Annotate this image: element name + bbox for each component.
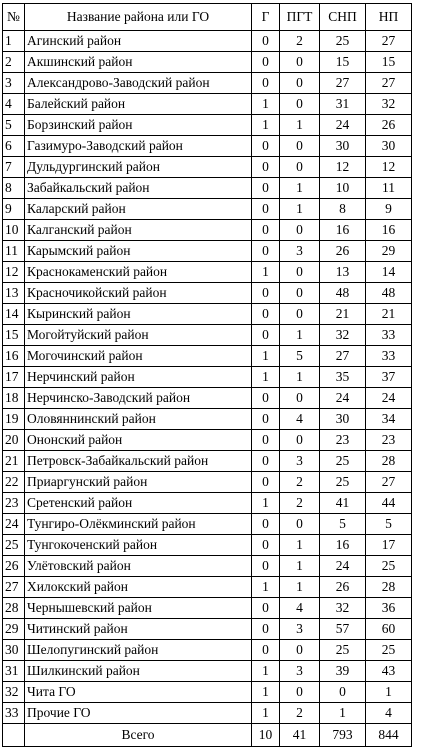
cell-g: 1 bbox=[252, 493, 280, 514]
cell-snp: 5 bbox=[320, 514, 366, 535]
table-row bbox=[3, 577, 412, 598]
table-row bbox=[3, 451, 412, 472]
cell-name: Сретенский район bbox=[25, 493, 252, 514]
cell-pgt: 0 bbox=[280, 283, 320, 304]
cell-pgt: 0 bbox=[280, 220, 320, 241]
cell-np: 33 bbox=[366, 346, 412, 367]
cell-g: 1 bbox=[252, 94, 280, 115]
total-label: Всего bbox=[25, 724, 252, 747]
cell-pgt: 0 bbox=[280, 682, 320, 703]
cell-name: Забайкальский район bbox=[25, 178, 252, 199]
table-row bbox=[3, 346, 412, 367]
cell-g: 0 bbox=[252, 388, 280, 409]
table-row bbox=[3, 178, 412, 199]
table-row bbox=[3, 430, 412, 451]
table-row bbox=[3, 304, 412, 325]
cell-snp: 25 bbox=[320, 472, 366, 493]
cell-pgt: 1 bbox=[280, 577, 320, 598]
cell-name: Хилокский район bbox=[25, 577, 252, 598]
table-row bbox=[3, 661, 412, 682]
cell-num: 29 bbox=[3, 619, 25, 640]
table-row bbox=[3, 493, 412, 514]
cell-np: 4 bbox=[366, 703, 412, 724]
cell-snp: 26 bbox=[320, 577, 366, 598]
cell-name: Нерчинский район bbox=[25, 367, 252, 388]
cell-snp: 8 bbox=[320, 199, 366, 220]
cell-pgt: 4 bbox=[280, 598, 320, 619]
cell-num: 13 bbox=[3, 283, 25, 304]
cell-np: 12 bbox=[366, 157, 412, 178]
table-row bbox=[3, 283, 412, 304]
cell-np: 32 bbox=[366, 94, 412, 115]
cell-g: 0 bbox=[252, 640, 280, 661]
cell-np: 27 bbox=[366, 472, 412, 493]
cell-num: 32 bbox=[3, 682, 25, 703]
cell-g: 0 bbox=[252, 199, 280, 220]
table-row bbox=[3, 514, 412, 535]
table-row bbox=[3, 262, 412, 283]
cell-snp: 25 bbox=[320, 451, 366, 472]
cell-num: 5 bbox=[3, 115, 25, 136]
cell-g: 1 bbox=[252, 682, 280, 703]
table-row bbox=[3, 682, 412, 703]
table-row bbox=[3, 115, 412, 136]
cell-snp: 39 bbox=[320, 661, 366, 682]
cell-snp: 48 bbox=[320, 283, 366, 304]
cell-pgt: 0 bbox=[280, 304, 320, 325]
table-row bbox=[3, 388, 412, 409]
cell-pgt: 1 bbox=[280, 115, 320, 136]
cell-np: 24 bbox=[366, 388, 412, 409]
cell-num: 11 bbox=[3, 241, 25, 262]
cell-name: Калганский район bbox=[25, 220, 252, 241]
cell-name: Чита ГО bbox=[25, 682, 252, 703]
cell-g: 0 bbox=[252, 52, 280, 73]
table-row bbox=[3, 367, 412, 388]
table-row bbox=[3, 220, 412, 241]
cell-num: 23 bbox=[3, 493, 25, 514]
cell-num: 4 bbox=[3, 94, 25, 115]
cell-name: Шелопугинский район bbox=[25, 640, 252, 661]
table-row bbox=[3, 556, 412, 577]
cell-pgt: 4 bbox=[280, 409, 320, 430]
cell-num: 28 bbox=[3, 598, 25, 619]
cell-name: Александрово-Заводский район bbox=[25, 73, 252, 94]
cell-g: 1 bbox=[252, 115, 280, 136]
cell-name: Кыринский район bbox=[25, 304, 252, 325]
cell-np: 16 bbox=[366, 220, 412, 241]
table-row bbox=[3, 472, 412, 493]
cell-snp: 13 bbox=[320, 262, 366, 283]
cell-snp: 27 bbox=[320, 346, 366, 367]
cell-num: 7 bbox=[3, 157, 25, 178]
cell-np: 48 bbox=[366, 283, 412, 304]
cell-g: 0 bbox=[252, 31, 280, 52]
cell-np: 29 bbox=[366, 241, 412, 262]
cell-g: 0 bbox=[252, 283, 280, 304]
cell-g: 0 bbox=[252, 178, 280, 199]
cell-num: 22 bbox=[3, 472, 25, 493]
cell-pgt: 0 bbox=[280, 52, 320, 73]
cell-g: 0 bbox=[252, 535, 280, 556]
header-num: № bbox=[3, 4, 25, 31]
cell-g: 0 bbox=[252, 598, 280, 619]
cell-pgt: 0 bbox=[280, 430, 320, 451]
total-g: 10 bbox=[252, 724, 280, 747]
cell-pgt: 3 bbox=[280, 661, 320, 682]
cell-pgt: 5 bbox=[280, 346, 320, 367]
cell-g: 0 bbox=[252, 472, 280, 493]
cell-num: 10 bbox=[3, 220, 25, 241]
cell-name: Улётовский район bbox=[25, 556, 252, 577]
table-row bbox=[3, 598, 412, 619]
cell-name: Оловяннинский район bbox=[25, 409, 252, 430]
cell-name: Тунгиро-Олёкминский район bbox=[25, 514, 252, 535]
cell-num: 19 bbox=[3, 409, 25, 430]
cell-num: 16 bbox=[3, 346, 25, 367]
cell-name: Могойтуйский район bbox=[25, 325, 252, 346]
cell-snp: 24 bbox=[320, 115, 366, 136]
table-row bbox=[3, 157, 412, 178]
cell-snp: 12 bbox=[320, 157, 366, 178]
cell-np: 15 bbox=[366, 52, 412, 73]
cell-pgt: 0 bbox=[280, 640, 320, 661]
table-row bbox=[3, 136, 412, 157]
cell-np: 9 bbox=[366, 199, 412, 220]
cell-name: Агинский район bbox=[25, 31, 252, 52]
cell-g: 0 bbox=[252, 136, 280, 157]
header-g: Г bbox=[252, 4, 280, 31]
cell-np: 33 bbox=[366, 325, 412, 346]
cell-snp: 35 bbox=[320, 367, 366, 388]
cell-name: Нерчинско-Заводский район bbox=[25, 388, 252, 409]
cell-g: 0 bbox=[252, 409, 280, 430]
cell-snp: 32 bbox=[320, 325, 366, 346]
cell-name: Каларский район bbox=[25, 199, 252, 220]
cell-snp: 26 bbox=[320, 241, 366, 262]
cell-g: 0 bbox=[252, 157, 280, 178]
table-row bbox=[3, 640, 412, 661]
cell-name: Чернышевский район bbox=[25, 598, 252, 619]
table-row bbox=[3, 199, 412, 220]
cell-name: Петровск-Забайкальский район bbox=[25, 451, 252, 472]
table-row bbox=[3, 94, 412, 115]
cell-pgt: 2 bbox=[280, 703, 320, 724]
cell-g: 0 bbox=[252, 451, 280, 472]
total-np: 844 bbox=[366, 724, 412, 747]
cell-np: 21 bbox=[366, 304, 412, 325]
cell-snp: 24 bbox=[320, 388, 366, 409]
cell-np: 1 bbox=[366, 682, 412, 703]
cell-g: 1 bbox=[252, 346, 280, 367]
cell-g: 1 bbox=[252, 577, 280, 598]
cell-snp: 30 bbox=[320, 136, 366, 157]
cell-snp: 31 bbox=[320, 94, 366, 115]
cell-g: 1 bbox=[252, 367, 280, 388]
cell-name: Дульдургинский район bbox=[25, 157, 252, 178]
cell-name: Балейский район bbox=[25, 94, 252, 115]
cell-num: 8 bbox=[3, 178, 25, 199]
cell-num: 12 bbox=[3, 262, 25, 283]
cell-name: Акшинский район bbox=[25, 52, 252, 73]
header-np: НП bbox=[366, 4, 412, 31]
cell-snp: 25 bbox=[320, 31, 366, 52]
table-row bbox=[3, 325, 412, 346]
cell-g: 1 bbox=[252, 703, 280, 724]
cell-pgt: 1 bbox=[280, 199, 320, 220]
cell-snp: 41 bbox=[320, 493, 366, 514]
cell-np: 27 bbox=[366, 73, 412, 94]
table-body bbox=[3, 4, 412, 747]
cell-np: 25 bbox=[366, 556, 412, 577]
cell-num: 6 bbox=[3, 136, 25, 157]
cell-num: 17 bbox=[3, 367, 25, 388]
cell-g: 1 bbox=[252, 661, 280, 682]
cell-num: 21 bbox=[3, 451, 25, 472]
cell-np: 11 bbox=[366, 178, 412, 199]
cell-snp: 16 bbox=[320, 535, 366, 556]
cell-g: 0 bbox=[252, 73, 280, 94]
cell-num: 20 bbox=[3, 430, 25, 451]
cell-pgt: 2 bbox=[280, 493, 320, 514]
total-pgt: 41 bbox=[280, 724, 320, 747]
table-row bbox=[3, 619, 412, 640]
total-num-blank bbox=[3, 724, 25, 747]
cell-pgt: 0 bbox=[280, 157, 320, 178]
total-snp: 793 bbox=[320, 724, 366, 747]
cell-num: 2 bbox=[3, 52, 25, 73]
cell-g: 0 bbox=[252, 619, 280, 640]
cell-name: Борзинский район bbox=[25, 115, 252, 136]
cell-np: 27 bbox=[366, 31, 412, 52]
cell-pgt: 1 bbox=[280, 535, 320, 556]
cell-name: Красночикойский район bbox=[25, 283, 252, 304]
cell-pgt: 3 bbox=[280, 619, 320, 640]
cell-np: 43 bbox=[366, 661, 412, 682]
cell-g: 0 bbox=[252, 304, 280, 325]
cell-np: 23 bbox=[366, 430, 412, 451]
cell-g: 0 bbox=[252, 556, 280, 577]
cell-snp: 27 bbox=[320, 73, 366, 94]
cell-g: 1 bbox=[252, 262, 280, 283]
cell-num: 15 bbox=[3, 325, 25, 346]
table-row bbox=[3, 73, 412, 94]
cell-name: Газимуро-Заводский район bbox=[25, 136, 252, 157]
cell-np: 36 bbox=[366, 598, 412, 619]
cell-g: 0 bbox=[252, 220, 280, 241]
cell-name: Приаргунский район bbox=[25, 472, 252, 493]
cell-np: 25 bbox=[366, 640, 412, 661]
cell-snp: 23 bbox=[320, 430, 366, 451]
cell-np: 26 bbox=[366, 115, 412, 136]
cell-name: Ононский район bbox=[25, 430, 252, 451]
header-snp: СНП bbox=[320, 4, 366, 31]
cell-np: 28 bbox=[366, 451, 412, 472]
header-row bbox=[3, 4, 412, 31]
cell-num: 24 bbox=[3, 514, 25, 535]
cell-g: 0 bbox=[252, 241, 280, 262]
cell-name: Карымский район bbox=[25, 241, 252, 262]
total-row bbox=[3, 724, 412, 747]
cell-pgt: 0 bbox=[280, 262, 320, 283]
settlements-table bbox=[2, 3, 412, 747]
cell-snp: 32 bbox=[320, 598, 366, 619]
cell-np: 44 bbox=[366, 493, 412, 514]
cell-num: 33 bbox=[3, 703, 25, 724]
cell-pgt: 1 bbox=[280, 556, 320, 577]
cell-pgt: 3 bbox=[280, 241, 320, 262]
cell-g: 0 bbox=[252, 514, 280, 535]
cell-pgt: 0 bbox=[280, 94, 320, 115]
cell-snp: 25 bbox=[320, 640, 366, 661]
cell-np: 60 bbox=[366, 619, 412, 640]
cell-name: Читинский район bbox=[25, 619, 252, 640]
header-pgt: ПГТ bbox=[280, 4, 320, 31]
cell-name: Могочинский район bbox=[25, 346, 252, 367]
cell-pgt: 2 bbox=[280, 31, 320, 52]
header-name: Название района или ГО bbox=[25, 4, 252, 31]
cell-num: 26 bbox=[3, 556, 25, 577]
cell-pgt: 0 bbox=[280, 388, 320, 409]
cell-snp: 10 bbox=[320, 178, 366, 199]
cell-snp: 0 bbox=[320, 682, 366, 703]
table-row bbox=[3, 535, 412, 556]
cell-snp: 57 bbox=[320, 619, 366, 640]
cell-name: Тунгокоченский район bbox=[25, 535, 252, 556]
cell-pgt: 1 bbox=[280, 367, 320, 388]
cell-snp: 30 bbox=[320, 409, 366, 430]
cell-snp: 21 bbox=[320, 304, 366, 325]
cell-g: 0 bbox=[252, 325, 280, 346]
cell-np: 37 bbox=[366, 367, 412, 388]
cell-num: 3 bbox=[3, 73, 25, 94]
cell-pgt: 1 bbox=[280, 325, 320, 346]
cell-np: 28 bbox=[366, 577, 412, 598]
cell-num: 9 bbox=[3, 199, 25, 220]
cell-pgt: 2 bbox=[280, 472, 320, 493]
cell-np: 5 bbox=[366, 514, 412, 535]
cell-num: 14 bbox=[3, 304, 25, 325]
table-row bbox=[3, 703, 412, 724]
cell-name: Прочие ГО bbox=[25, 703, 252, 724]
cell-name: Краснокаменский район bbox=[25, 262, 252, 283]
cell-num: 30 bbox=[3, 640, 25, 661]
cell-snp: 15 bbox=[320, 52, 366, 73]
cell-pgt: 0 bbox=[280, 136, 320, 157]
cell-np: 34 bbox=[366, 409, 412, 430]
table-row bbox=[3, 409, 412, 430]
cell-num: 31 bbox=[3, 661, 25, 682]
cell-pgt: 0 bbox=[280, 73, 320, 94]
cell-np: 30 bbox=[366, 136, 412, 157]
cell-snp: 16 bbox=[320, 220, 366, 241]
cell-snp: 24 bbox=[320, 556, 366, 577]
cell-pgt: 0 bbox=[280, 514, 320, 535]
table-row bbox=[3, 241, 412, 262]
cell-pgt: 3 bbox=[280, 451, 320, 472]
cell-num: 25 bbox=[3, 535, 25, 556]
table-row bbox=[3, 52, 412, 73]
cell-num: 27 bbox=[3, 577, 25, 598]
cell-g: 0 bbox=[252, 430, 280, 451]
cell-name: Шилкинский район bbox=[25, 661, 252, 682]
cell-np: 14 bbox=[366, 262, 412, 283]
cell-np: 17 bbox=[366, 535, 412, 556]
cell-snp: 1 bbox=[320, 703, 366, 724]
cell-num: 1 bbox=[3, 31, 25, 52]
cell-num: 18 bbox=[3, 388, 25, 409]
table-row bbox=[3, 31, 412, 52]
cell-pgt: 1 bbox=[280, 178, 320, 199]
